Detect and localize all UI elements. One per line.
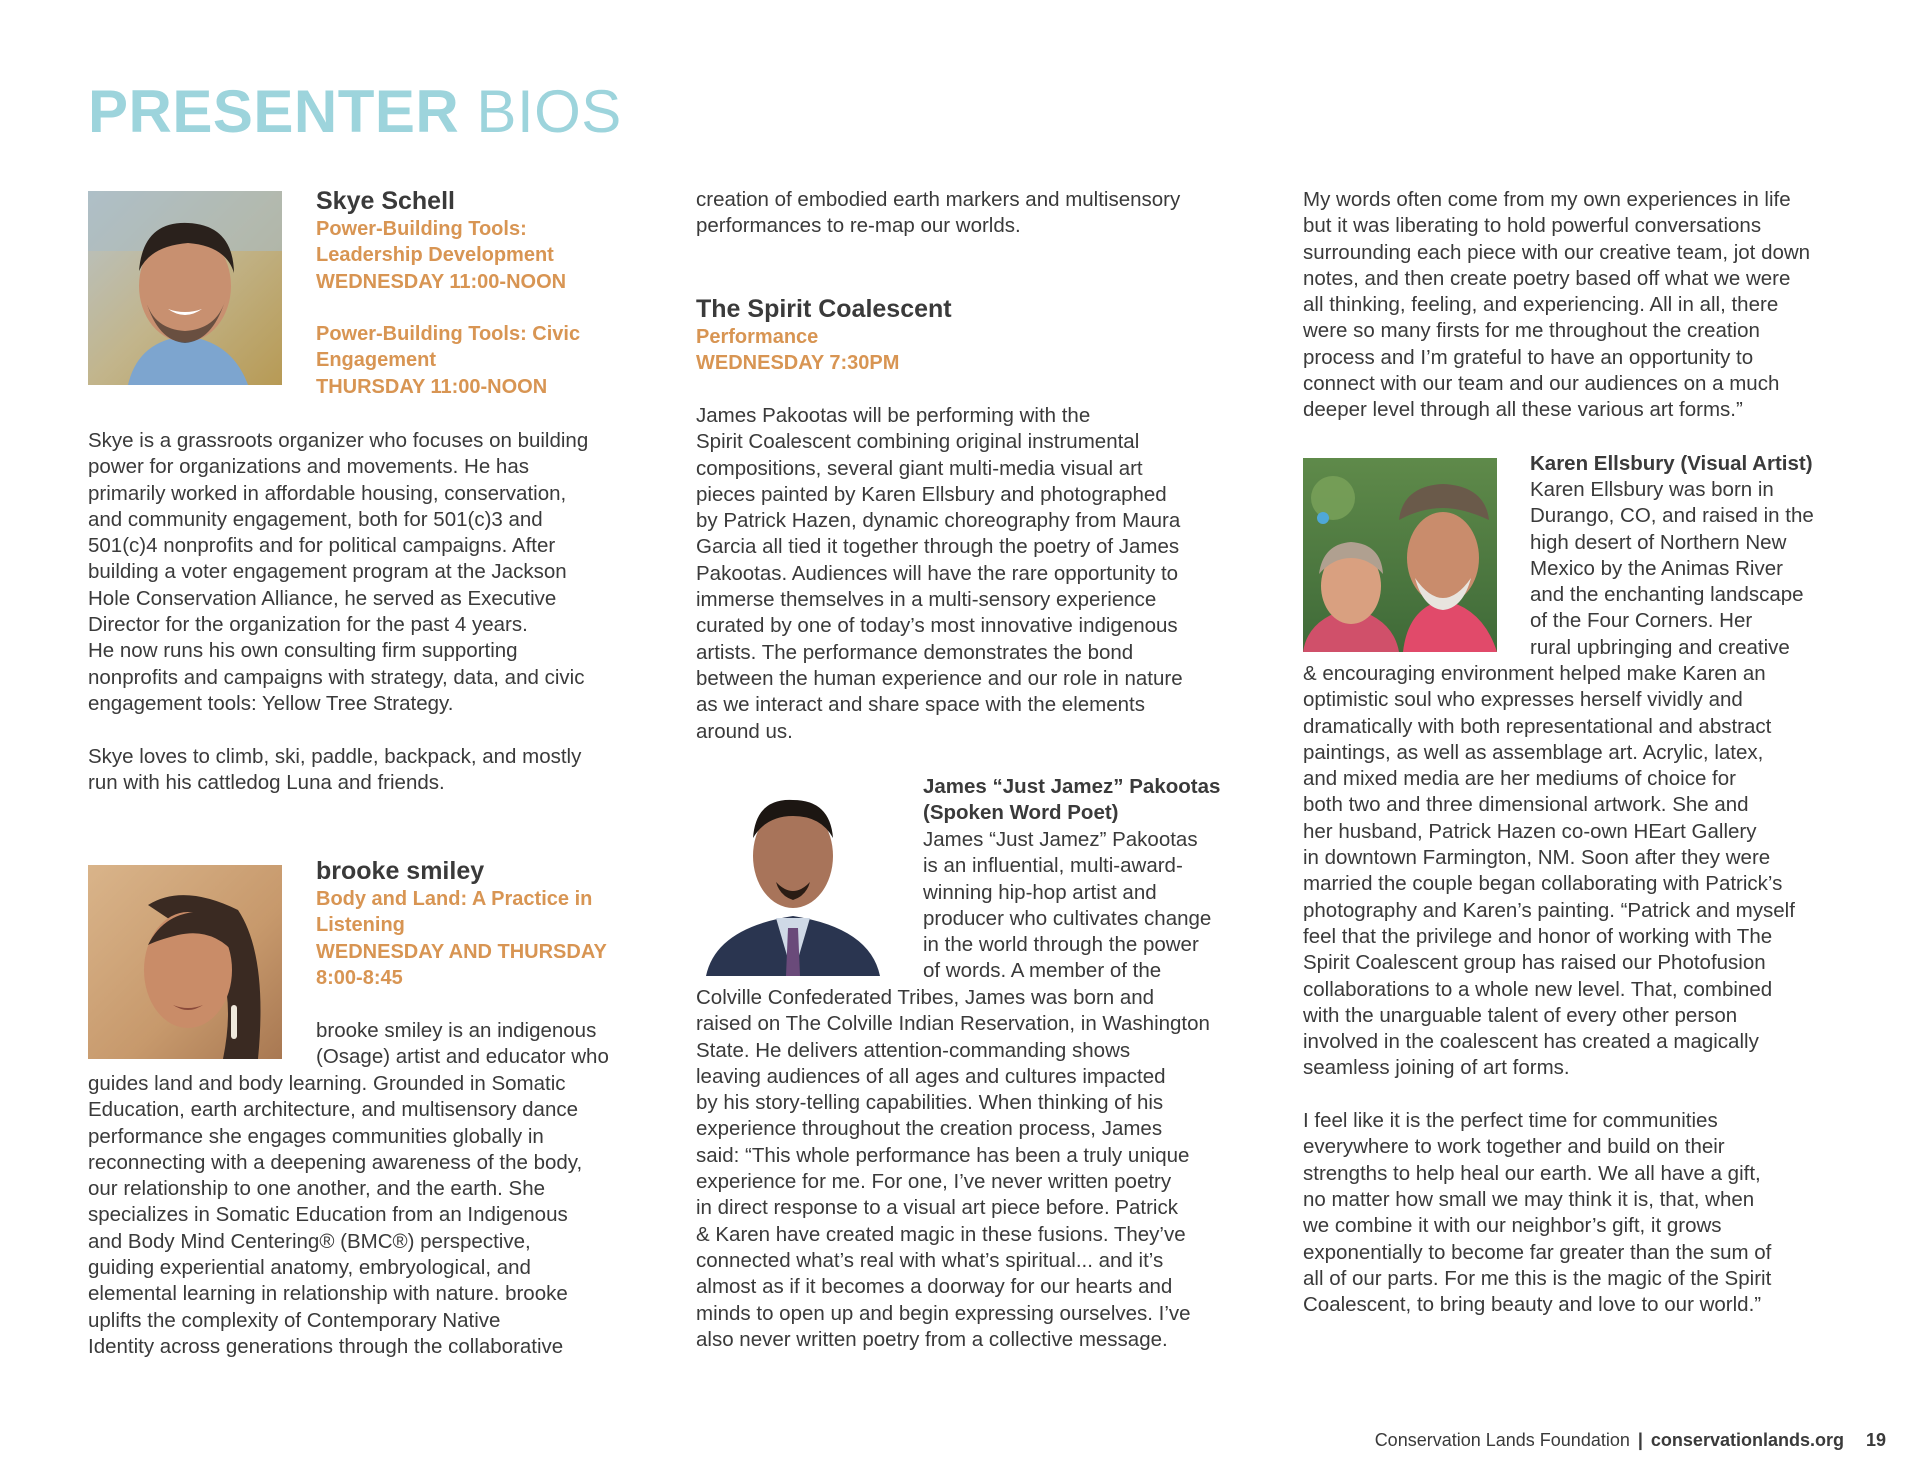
presenter-bio: Skye is a grassroots organizer who focuses on building power for organizations and movements. He has primarily worked in affordable housing, conservation, and community engagement, both for 501(c)3 and 501(c)4 nonprofits and for political campaigns. After building a voter engagement program at the Jackson Hole Conservation Alliance, he served as Executive Director for the organization for the past 4 years. He now runs his own consulting firm supporting nonprofits and campaigns with strategy, data, and civic engagement tools: Yellow Tree Strategy. Skye loves to climb, ski, paddle, backpack, and mostly run with his cattledog Luna and friends. bbox=[88, 429, 589, 794]
presenter-name: brooke smiley bbox=[316, 857, 485, 885]
footer-org: Conservation Lands Foundation bbox=[1374, 1430, 1630, 1450]
james-pakootas-photo bbox=[696, 778, 890, 976]
presenter-bio: brooke smiley is an indigenous (Osage) artist and educator who bbox=[316, 1019, 609, 1069]
page-footer bbox=[1375, 1428, 1886, 1452]
presenter-name: Skye Schell bbox=[316, 187, 455, 215]
session-info: Body and Land: A Practice in Listening WEDNESDAY AND THURSDAY 8:00-8:45 bbox=[316, 888, 607, 989]
skye-schell-photo bbox=[88, 191, 282, 385]
brooke-smiley-photo bbox=[88, 865, 282, 1059]
session-info: Power-Building Tools: Leadership Development WEDNESDAY 11:00-NOON Power-Building Tools: Civic Engagement THURSDAY 11:00-NOON bbox=[316, 218, 581, 398]
presenter-bio-continued: Colville Confederated Tribes, James was born and raised on The Colville Indian Reservation, in Washington State. He delivers attention-commanding shows leaving audiences of all ages and cultures impacted by his story-telling capabilities. When thinking of his experience throughout the creation process, James said: “This whole performance has been a truly unique experience for me. For one, I’ve never written poetry in direct response to a visual art piece before. Patrick & Karen have created magic in these fusions. They’ve connected what’s real with what’s spiritual... and it’s almost as if it becomes a doorway for our hearts and minds to open up and begin expressing ourselves. I’ve also never written poetry from a collective message. bbox=[696, 986, 1210, 1351]
page-number: 19 bbox=[1865, 1430, 1886, 1450]
performance-description: James Pakootas will be performing with the Spirit Coalescent combining original instrumental compositions, several giant multi-media visual art pieces painted by Karen Ellsbury and photographed by Patrick Hazen, dynamic choreography from Maura Garcia all tied it together through the poetry of James Pakootas. Audiences will have the rare opportunity to immerse themselves in a multi-sensory experience curated by one of today’s most innovative indigenous artists. The performance demonstrates the bond between the human experience and our role in nature as we interact and share space with the elements around us. bbox=[696, 404, 1183, 743]
performance-title: The Spirit Coalescent bbox=[696, 295, 952, 323]
presenter-name: James “Just Jamez” Pakootas (Spoken Word Poet) bbox=[923, 775, 1221, 825]
footer-url[interactable]: conservationlands.org bbox=[1650, 1430, 1844, 1450]
presenter-name: Karen Ellsbury (Visual Artist) bbox=[1530, 452, 1813, 475]
footer-separator: | bbox=[1637, 1430, 1643, 1450]
presenter-bio-continued: guides land and body learning. Grounded in Somatic Education, earth architecture, and multisensory dance performance she engages communities globally in reconnecting with a deepening awareness of the body, our relationship to one another, and the earth. She specializes in Somatic Education from an Indigenous and Body Mind Centering® (BMC®) perspective, guiding experiential anatomy, embryological, and elemental learning in relationship with nature. brooke uplifts the complexity of Contemporary Native Identity across generations through the collaborative bbox=[88, 1072, 583, 1358]
presenter-bio-continued: & encouraging environment helped make Karen an optimistic soul who expresses herself vividly and dramatically with both representational and abstract paintings, as well as assemblage art. Acrylic, latex, and mixed media are her mediums of choice for both two and three dimensional artwork. She and her husband, Patrick Hazen co-own HEart Gallery in downtown Farmington, NM. Soon after they were married the couple began collaborating with Patrick’s photography and Karen’s painting. “Patrick and myself feel that the privilege and honor of working with The Spirit Coalescent group has raised our Photofusion collaborations to a whole new level. That, combined with the unarguable talent of every other person involved in the coalescent has created a magically seamless joining of art forms. I feel like it is the perfect time for communities everywhere to work together and build on their strengths to help heal our earth. We all have a gift, no matter how small we may think it is, that, when we combine it with our neighbor’s gift, it grows exponentially to become far greater than the sum of all of our parts. For me this is the magic of the Spirit Coalescent, to bring beauty and love to our world.” bbox=[1303, 662, 1795, 1317]
karen-ellsbury-photo bbox=[1303, 458, 1497, 652]
presenter-bio: Karen Ellsbury was born in Durango, CO, and raised in the high desert of Northern New Mexico by the Animas River and the enchanting landscape of the Four Corners. Her rural upbringing and creative bbox=[1530, 478, 1814, 659]
presenter-bio: James “Just Jamez” Pakootas is an influential, multi-award- winning hip-hop artist and producer who cultivates change in the world through the power of words. A member of the bbox=[923, 828, 1212, 983]
session-info: Performance WEDNESDAY 7:30PM bbox=[696, 326, 900, 375]
quote-continuation: My words often come from my own experiences in life but it was liberating to hold powerful conversations surrounding each piece with our creative team, jot down notes, and then create poetry based off what we were all thinking, feeling, and experiencing. All in all, there were so many firsts for me throughout the creation process and I’m grateful to have an opportunity to connect with our team and our audiences on a much deeper level through all these various art forms.” bbox=[1303, 188, 1811, 422]
page-title: PRESENTER BIOS bbox=[88, 78, 622, 145]
bio-continuation: creation of embodied earth markers and multisensory performances to re-map our worlds. bbox=[696, 188, 1181, 238]
